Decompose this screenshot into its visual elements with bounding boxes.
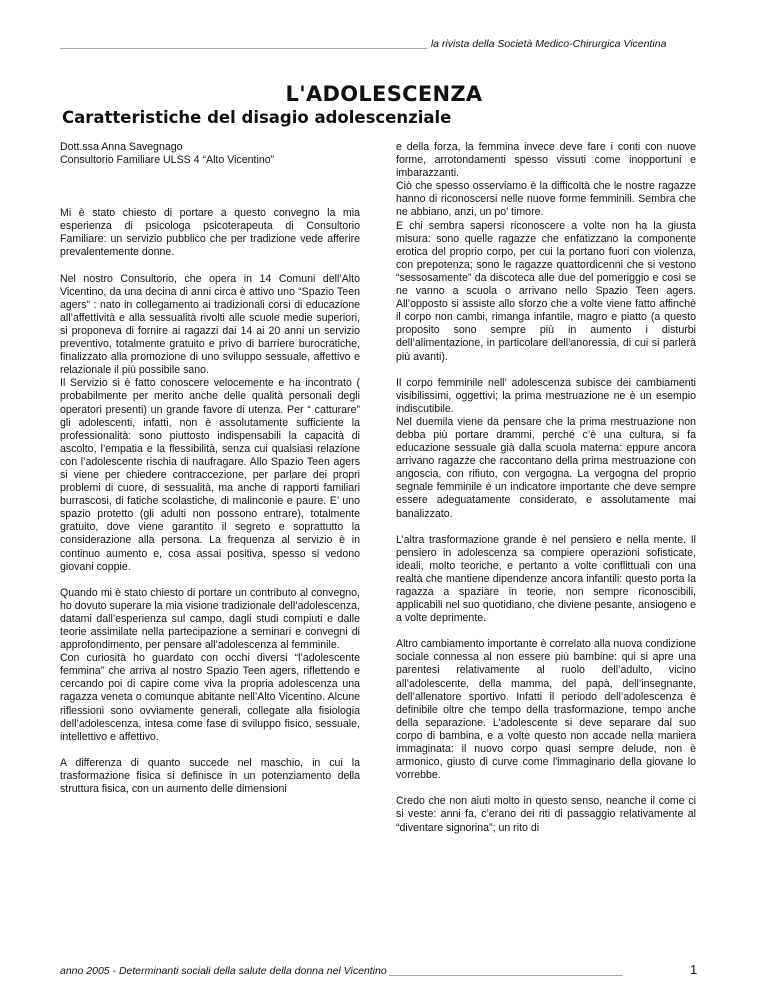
right-column <box>396 141 696 848</box>
body-paragraph: L’altra trasformazione grande è nel pensiero e nella mente. Il pensiero in adolescenza sa compiere operazioni sofisticate, ideali, molto teoriche, e pertanto a volte conflittuali con una realtà che mantiene dipendenze ancora infantili: questo porta la ragazza a spaziare in teorie, non sempre riconoscibili, applicabili nel suo quotidiano, che diviene pesante, ansiogeno e a volte deprimente. <box>396 533 696 625</box>
body-paragraph: Credo che non aiuti molto in questo senso, neanche il come ci si veste: anni fa, c’erano dei riti di passaggio relativamente al “diventare signorina”; un rito di <box>396 795 696 834</box>
article-subtitle: Caratteristiche del disagio adolescenziale <box>62 108 452 127</box>
left-paragraphs <box>60 207 360 796</box>
body-paragraph: e della forza, la femmina invece deve fare i conti con nuove forme, arrotondamenti spesso vissuti come inopportuni e imbarazzanti. Ciò che spesso osserviamo è la difficoltà che le nostre ragazze hanno di riconoscersi nelle nuove forme femminili. Sembra che ne abbiano, anzi, un po’ timore. E chi sembra sapersi riconoscere a volte non ha la giusta misura: sono quelle ragazze che enfatizzano la componente erotica del proprio corpo, per cui la portano fuori con violenza, con prepotenza; sono le ragazze quattordicenni che si vestono “sessosamente” da discoteca alle due del pomeriggio e così se ne vanno a scuola o arrivano nello Spazio Teen agers. All’opposto si assiste allo sforzo che a volte viene fatto affinchè il corpo non cambi, rimanga infantile, magro e piatto (a questo proposito sono sempre più in aumento i disturbi dell’alimentazione, in particolare dell’anoressia, di cui si parlerà più avanti). <box>396 141 696 363</box>
author-affiliation: Consultorio Familiare ULSS 4 “Alto Vicentino” <box>60 154 275 167</box>
header-rule: _______________________________________________________________ <box>60 38 428 50</box>
body-paragraph: Mi è stato chiesto di portare a questo convegno la mia esperienza di psicologa psicoterapeuta di Consultorio Familiare: un servizio pubblico che per tradizione vede afferire prevalentemente donne. <box>60 207 360 259</box>
journal-name: la rivista della Società Medico-Chirurgica Vicentina <box>427 38 667 50</box>
body-paragraph: Altro cambiamento importante è correlato alla nuova condizione sociale connessa al non essere più bambine: qui si apre una parentesi relativamente al ruolo dell’adulto, vicino all’adolescente, della mamma, del papà, dell’insegnante, dell’allenatore sportivo. Infatti il periodo dell’adolescenza è definibile oltre che tempo della trasformazione, tempo anche della separazione. L’adolescente si deve separare dal suo corpo di bambina, e a volte questo non accade nella maniera immaginata: il nuovo corpo quasi sempre delude, non è armonico, giusto di curve come l'immaginario della giovane lo vorrebbe. <box>396 638 696 782</box>
footer-text: anno 2005 - Determinanti sociali della salute della donna nel Vicentino <box>60 965 390 977</box>
right-paragraphs <box>396 141 696 835</box>
body-paragraph: Il corpo femminile nell’ adolescenza subisce dei cambiamenti visibilissimi, oggettivi; la prima mestruazione ne è un esempio indiscutibile. Nel duemila viene da pensare che la prima mestruazione non debba più portare drammi, perché c’è una cultura, si fa educazione sessuale già dalla scuola materna: eppure ancora arrivano ragazze che raccontano della prima mestruazione con angoscia, con rifiuto, con vergogna. La vergogna del proprio segnale femminile è un indicatore importante che deve sempre essere adeguatamente considerato, e assolutamente mai banalizzato. <box>396 376 696 520</box>
running-header <box>60 38 705 50</box>
body-paragraph: Quando mi è stato chiesto di portare un contributo al convegno, ho dovuto superare la mia visione tradizionale dell’adolescenza, datami dall’esperienza sul campo, dagli studi compiuti e dalle teorie assimilate nella partecipazione a seminari e convegni di approfondimento, per pensare all’adolescenza al femminile. Con curiosità ho guardato con occhi diversi “l’adolescente femmina” che arriva al nostro Spazio Teen agers, riflettendo e cercando poi di capire come viva la propria adolescenza una ragazza veneta o comunque abitante nell’Alto Vicentino. Alcune riflessioni sono ovviamente generali, collegate alla fisiologia dell’adolescenza, intesa come fase di sviluppo fisico, sessuale, intellettivo e affettivo. <box>60 586 360 743</box>
article-title: L'ADOLESCENZA <box>285 82 483 106</box>
author-spacer <box>60 167 360 207</box>
footer-rule: ________________________________________ <box>389 965 624 977</box>
page-number: 1 <box>690 962 698 977</box>
body-paragraph: Nel nostro Consultorio, che opera in 14 Comuni dell’Alto Vicentino, da una decina di anni circa è attivo uno “Spazio Teen agers” : nato in collegamento ai tradizionali corsi di educazione all’affettività e alla sessualità rivolti alle scuole medie superiori, si proponeva di fornire ai ragazzi dai 14 ai 20 anni un servizio preventivo, totalmente gratuito e privo di barriere burocratiche, finalizzato alla promozione di uno sviluppo sessuale, affettivo e relazionale il più possibile sano. Il Servizio si è fatto conoscere velocemente e ha incontrato ( probabilmente per merito anche delle qualità personali degli operatori presenti) un grande favore di utenza. Per “ catturare” gli adolescenti, infatti, non è assolutamente sufficiente la professionalità: sono piuttosto indispensabili la capacità di ascolto, l’empatia e la flessibilità, senza cui qualsiasi relazione con l’adolescente rischia di naufragare. Allo Spazio Teen agers si viene per chiedere contraccezione, per parlare dei propri problemi di cuore, di sessualità, ma anche di rapporti familiari burrascosi, di fatiche scolastiche, di malinconie e paure. E’ uno spazio protetto (gli adulti non possono entrare), totalmente gratuito, dove viene garantito il segreto e soprattutto la considerazione alla persona. La frequenza al servizio è in continuo aumento e, cosa assai positiva, spesso si vedono giovani coppie. <box>60 272 360 573</box>
body-paragraph: A differenza di quanto succede nel maschio, in cui la trasformazione fisica si definisce in un potenziamento della struttura fisica, con un aumento delle dimensioni <box>60 756 360 796</box>
left-column <box>60 141 360 809</box>
running-footer <box>60 965 680 977</box>
author-name: Dott.ssa Anna Savegnago <box>60 141 183 153</box>
